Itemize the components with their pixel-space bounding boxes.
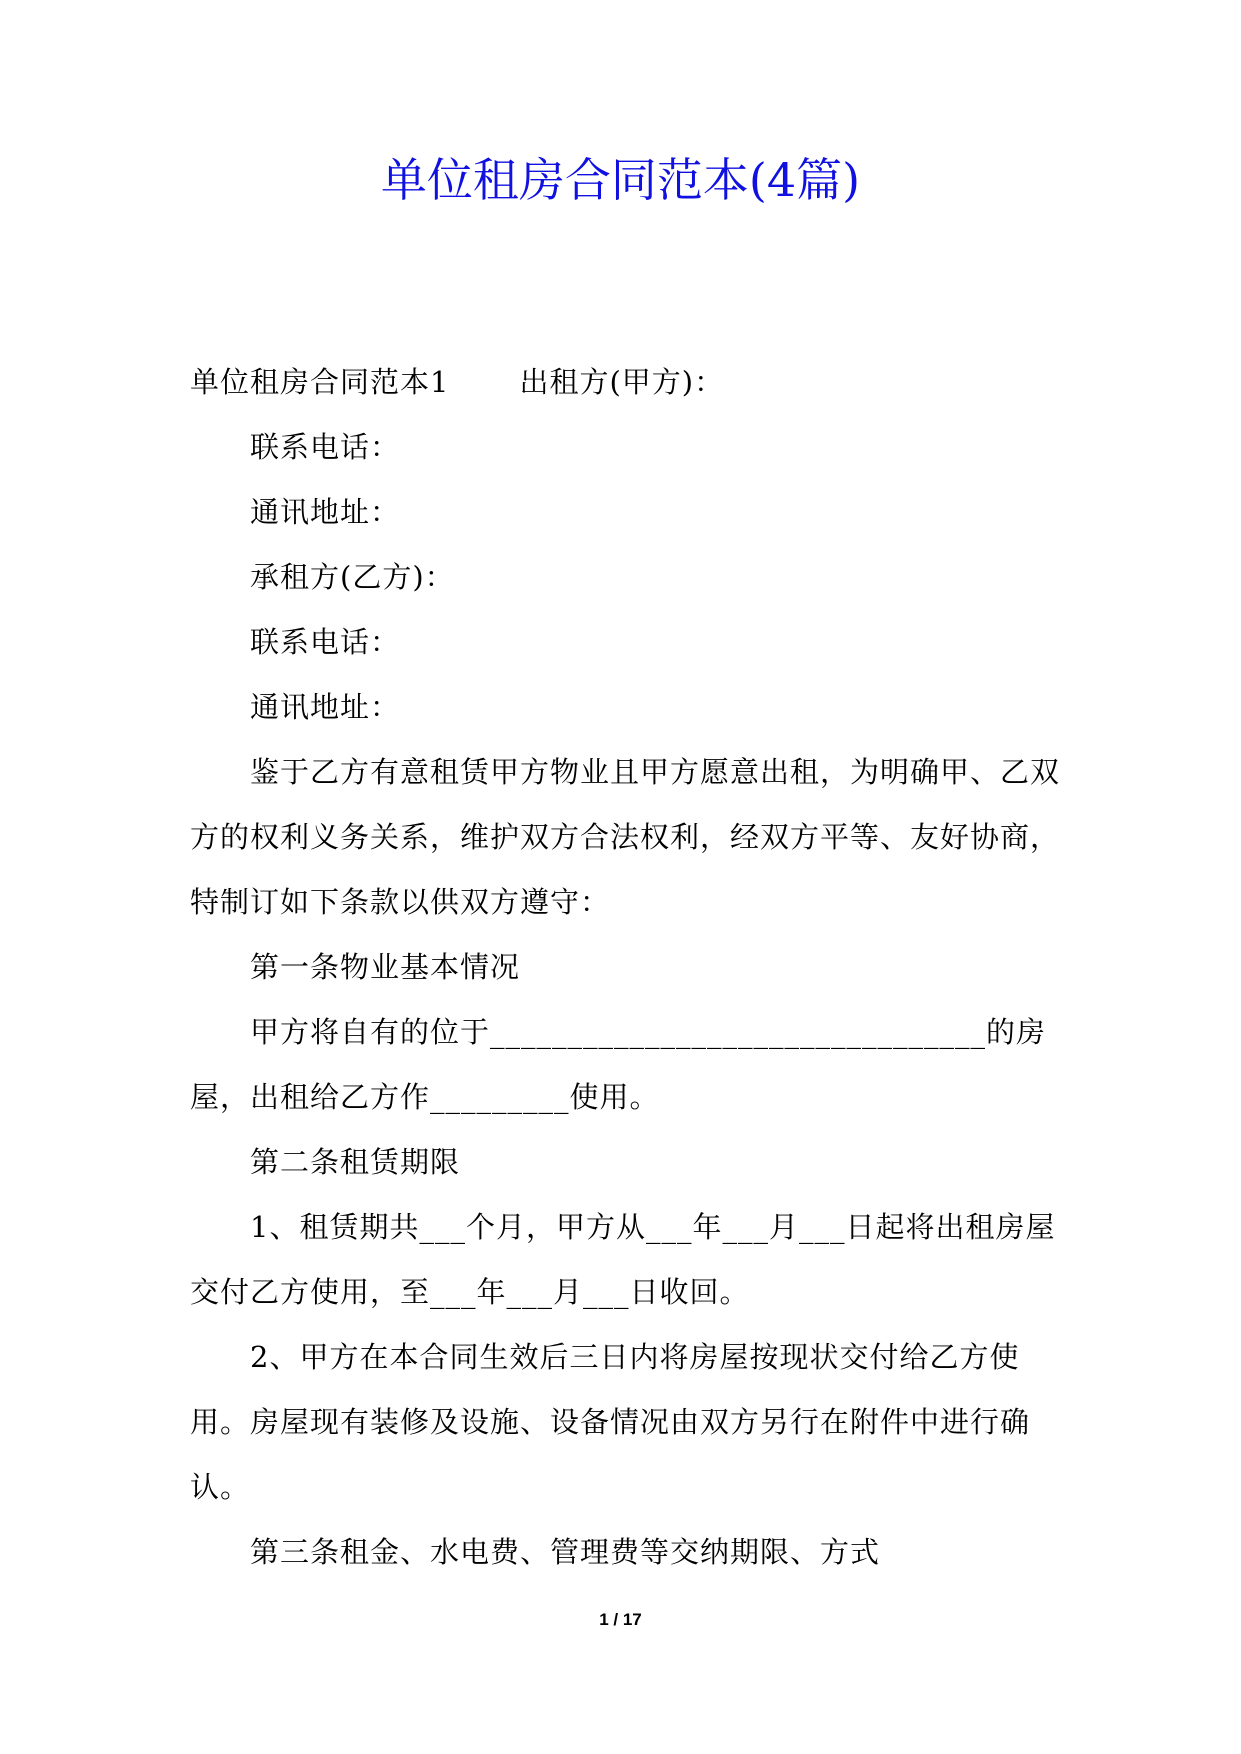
paragraph-lessor-phone: 联系电话： xyxy=(250,430,401,464)
article-2-clause-1: 1、租赁期共___个月，甲方从___年___月___日起将出租房屋交付乙方使用，至___年___月___日收回。 xyxy=(190,1210,1056,1309)
paragraph-lessee-label: 承租方(乙方)： xyxy=(250,560,455,594)
article-2-clause-2: 2、甲方在本合同生效后三日内将房屋按现状交付给乙方使用。房屋现有装修及设施、设备情况由双方另行在附件中进行确认。 xyxy=(190,1340,1031,1504)
first-line xyxy=(190,350,1060,415)
document-title: 单位租房合同范本(4篇) xyxy=(380,153,861,207)
paragraph-lessee-address: 通讯地址： xyxy=(250,690,401,724)
article-3-heading: 第三条租金、水电费、管理费等交纳期限、方式 xyxy=(250,1535,881,1569)
paragraph-lessor-address: 通讯地址： xyxy=(250,495,401,529)
page-number: 1 / 17 xyxy=(599,1610,642,1629)
article-2-heading: 第二条租赁期限 xyxy=(250,1145,461,1179)
paragraph-lessee-phone: 联系电话： xyxy=(250,625,401,659)
lessor-label: 出租方(甲方)： xyxy=(519,365,725,399)
article-1-body: 甲方将自有的位于________________________________的房屋，出租给乙方作_________使用。 xyxy=(190,1015,1047,1114)
paragraph-preamble: 鉴于乙方有意租赁甲方物业且甲方愿意出租，为明确甲、乙双方的权利义务关系，维护双方合法权利，经双方平等、友好协商，特制订如下条款以供双方遵守： xyxy=(190,755,1061,919)
section-label: 单位租房合同范本1 xyxy=(190,365,450,399)
document-body xyxy=(190,350,1060,1585)
article-1-heading: 第一条物业基本情况 xyxy=(250,950,521,984)
